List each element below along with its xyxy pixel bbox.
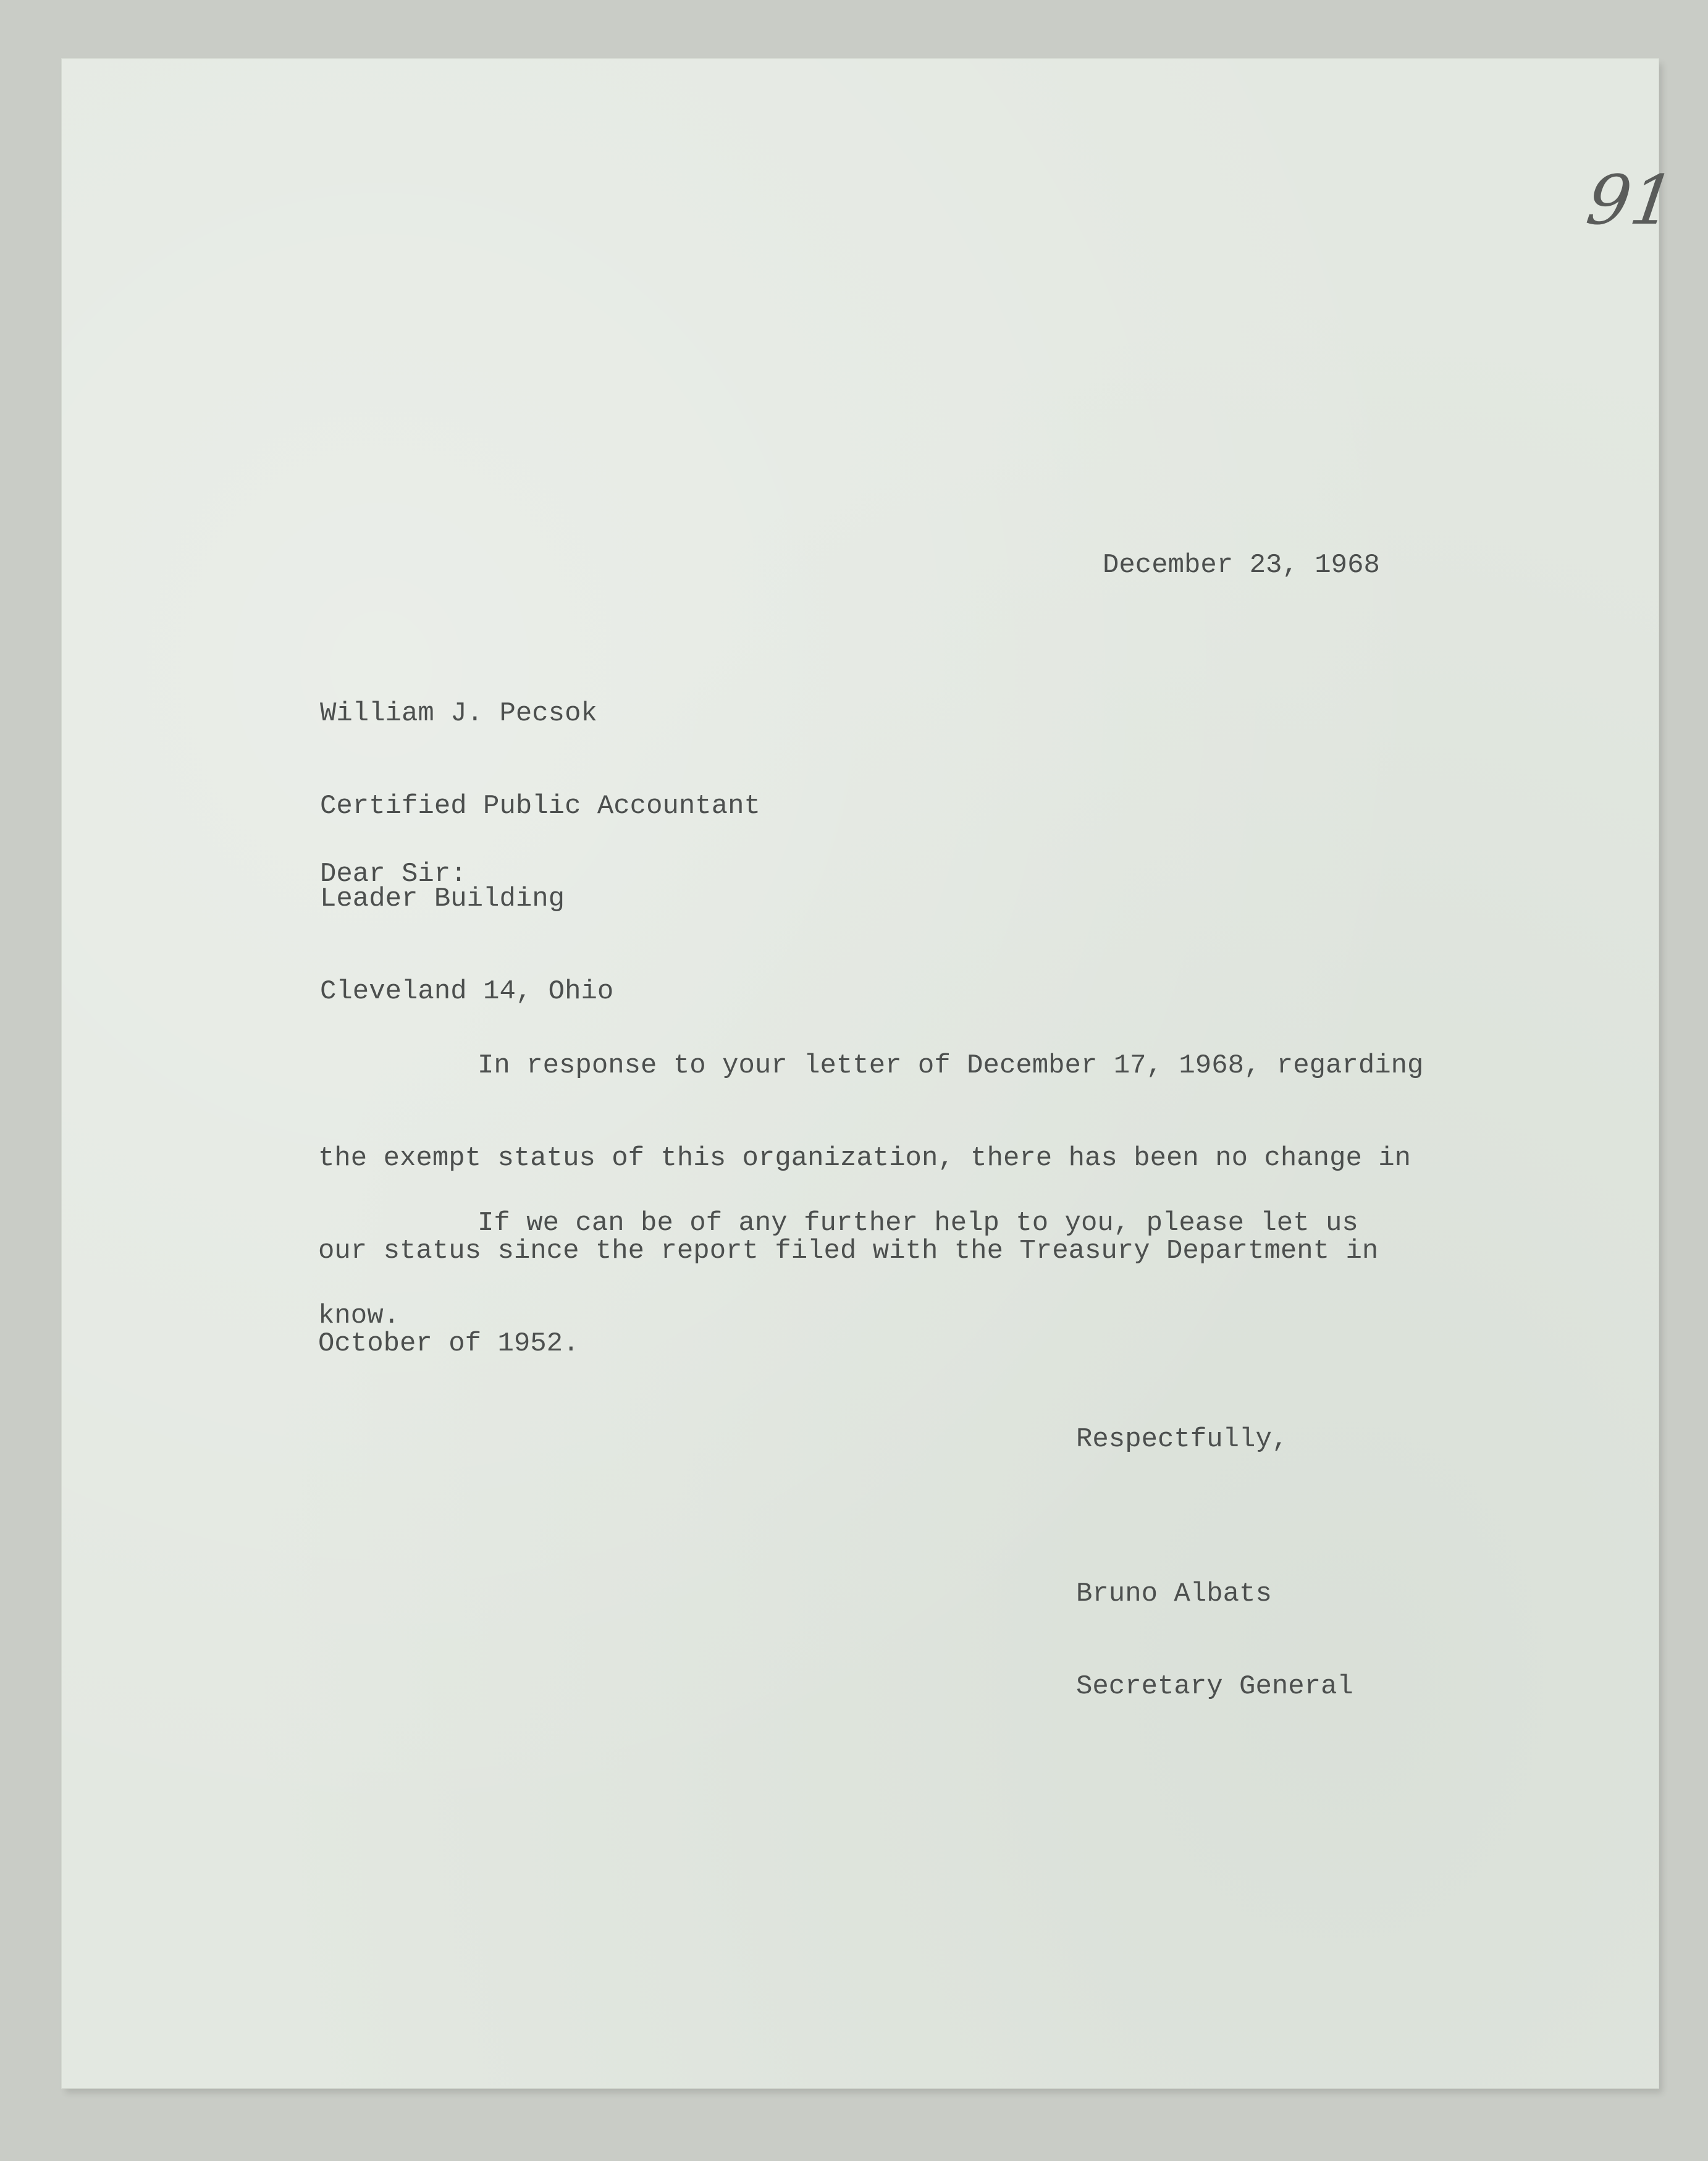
letter-page — [62, 59, 1680, 2088]
salutation: Dear Sir: — [320, 859, 467, 890]
signer-name: Bruno Albats — [1076, 1578, 1272, 1609]
signature-block — [1076, 1517, 1353, 1764]
paragraph-line: the exempt status of this organization, there has been no change in — [318, 1143, 1411, 1174]
paragraph-line: If we can be of any further help to you, please let us — [477, 1208, 1358, 1239]
recipient-title: Certified Public Accountant — [320, 791, 760, 822]
body-paragraph-2 — [318, 1146, 1358, 1393]
letter-date: December 23, 1968 — [1103, 550, 1380, 581]
signer-title: Secretary General — [1076, 1671, 1353, 1702]
recipient-name: William J. Pecsok — [320, 698, 597, 729]
paragraph-line: know. — [318, 1300, 400, 1331]
paragraph-line: October of 1952. — [318, 1328, 579, 1359]
recipient-building: Leader Building — [320, 883, 565, 914]
paragraph-line: our status since the report filed with the Treasury Department in — [318, 1236, 1379, 1266]
recipient-city: Cleveland 14, Ohio — [320, 976, 614, 1007]
closing: Respectfully, — [1076, 1424, 1289, 1455]
paragraph-line: In response to your letter of December 17, 1968, regarding — [477, 1050, 1424, 1081]
handwritten-page-number: 91 — [1582, 161, 1680, 240]
